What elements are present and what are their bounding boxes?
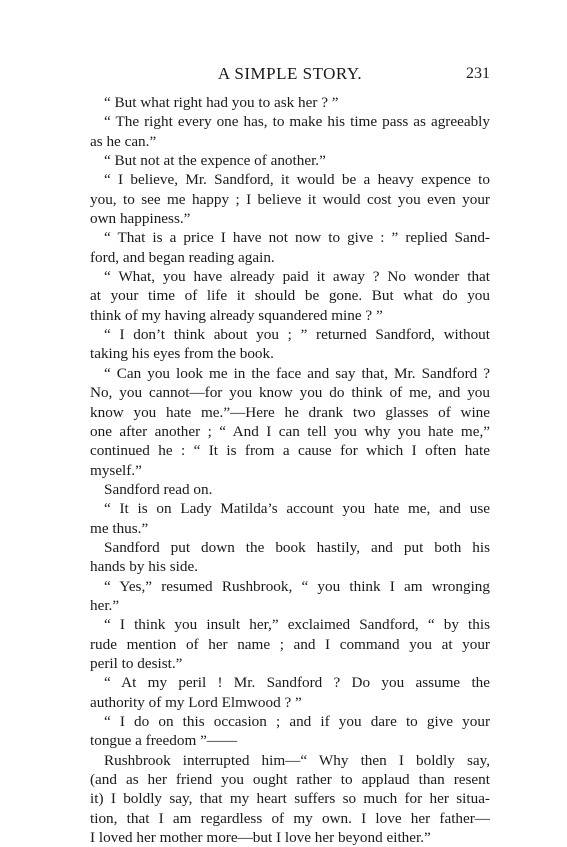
text-line: tongue a freedom ”—— (90, 732, 238, 750)
text-line: “ But not at the expence of another.” (104, 152, 326, 170)
text-line: peril to desist.” (90, 654, 183, 672)
text-line: rude mention of her name ; and I command you at your (90, 635, 490, 653)
text-line: “ Can you look me in the face and say that, Mr. Sandford ? (104, 364, 490, 382)
body-text (90, 93, 490, 847)
text-line: Sandford read on. (104, 480, 213, 498)
text-line: “ What, you have already paid it away ? No wonder that (104, 268, 490, 286)
text-line: it) I boldly say, that my heart suffers so much for her situa- (90, 790, 490, 808)
text-line: tion, that I am regardless of my own. I love her father— (90, 809, 490, 827)
text-line: “ I believe, Mr. Sandford, it would be a heavy expence to (104, 171, 490, 189)
text-line: think of my having already squandered mine ? ” (90, 306, 383, 324)
text-line: me thus.” (90, 519, 149, 537)
text-line: hands by his side. (90, 558, 198, 576)
text-line: Sandford put down the book hastily, and put both his (104, 538, 490, 556)
text-line: “ But what right had you to ask her ? ” (104, 94, 339, 111)
text-line: you, to see me happy ; I believe it would cost you even your (90, 190, 490, 208)
text-line: know you hate me.”—Here he drank two glasses of wine (90, 403, 490, 421)
text-line: her.” (90, 596, 120, 614)
text-line: authority of my Lord Elmwood ? ” (90, 693, 302, 711)
text-line: “ The right every one has, to make his time pass as agreeably (104, 113, 490, 131)
text-line: one after another ; “ And I can tell you why you hate me,” (90, 422, 490, 440)
text-line: “ I don’t think about you ; ” returned Sandford, without (104, 326, 490, 344)
text-line: “ At my peril ! Mr. Sandford ? Do you assume the (104, 674, 490, 692)
text-line: taking his eyes from the book. (90, 345, 274, 363)
running-title: A SIMPLE STORY. (217, 64, 363, 83)
text-line: No, you cannot—for you know you do think of me, and you (90, 384, 490, 402)
text-line: Rushbrook interrupted him—“ Why then I boldly say, (104, 751, 490, 769)
text-line: at your time of life it should be gone. But what do you (90, 287, 490, 305)
text-line: “ I think you insult her,” exclaimed Sandford, “ by this (104, 616, 490, 634)
text-line: own happiness.” (90, 210, 191, 228)
text-line: I loved her mother more—but I love her beyond either.” (90, 829, 431, 847)
text-line: “ I do on this occasion ; and if you dare to give your (104, 713, 490, 730)
text-line: continued he : “ It is from a cause for which I often hate (90, 442, 490, 460)
page-number: 231 (466, 65, 490, 82)
text-line: (and as her friend you ought rather to applaud than resent (90, 771, 490, 789)
text-line: ford, and began reading again. (90, 248, 275, 266)
text-line: “ Yes,” resumed Rushbrook, “ you think I am wronging (104, 577, 490, 595)
page-header (90, 64, 490, 86)
text-line: “ That is a price I have not now to give : ” replied Sand- (104, 229, 490, 247)
text-line: myself.” (90, 461, 142, 479)
text-line: “ It is on Lady Matilda’s account you hate me, and use (104, 500, 490, 518)
text-line: as he can.” (90, 132, 157, 150)
